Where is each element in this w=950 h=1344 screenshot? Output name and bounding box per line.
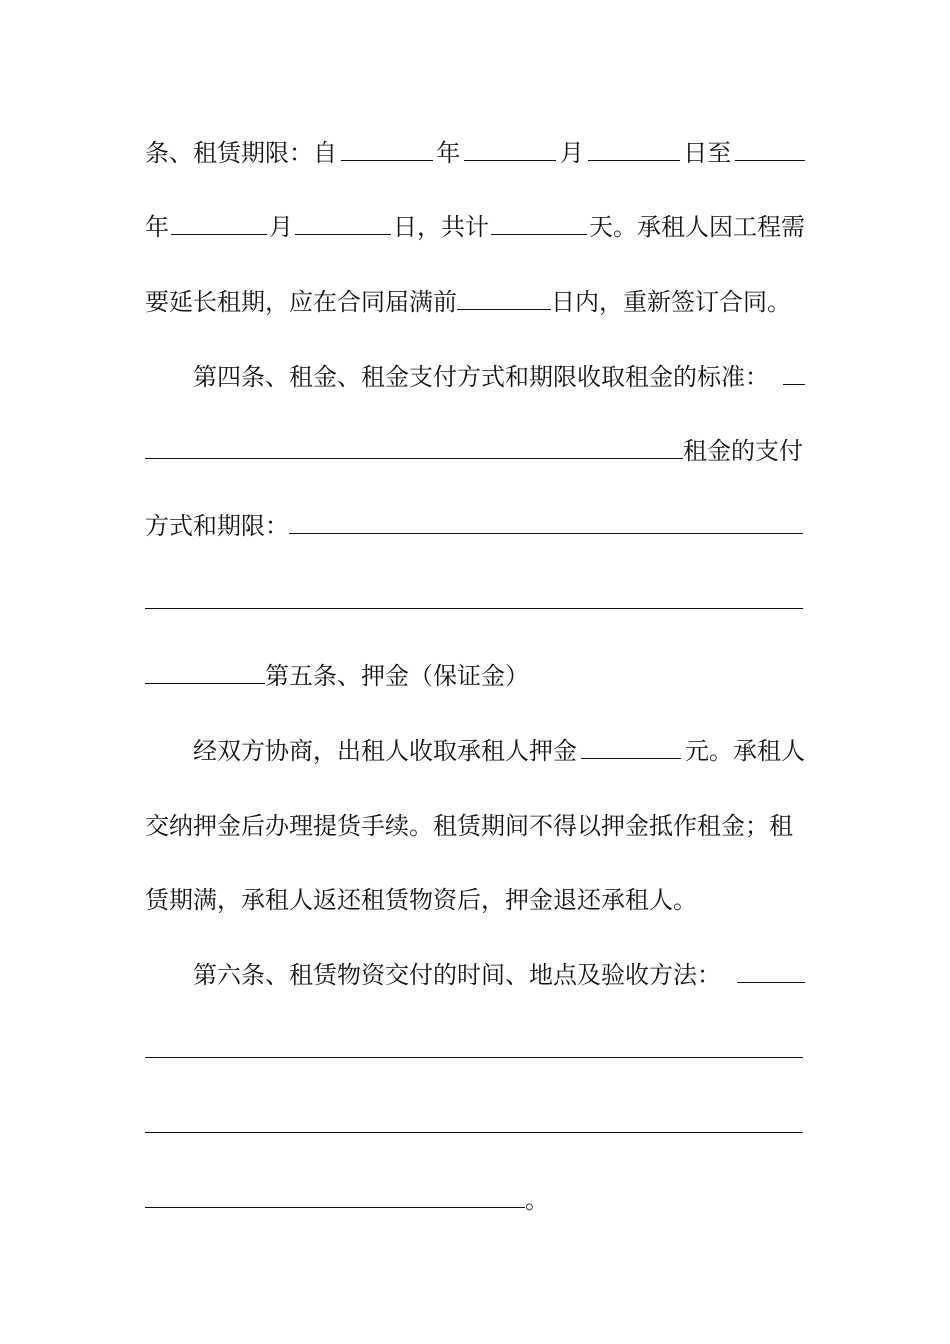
text-line [145,138,805,168]
text-segment: 第四条、租金、租金支付方式和期限收取租金的标准： [193,363,769,391]
text-segment: 月 [269,213,293,241]
text-segment: 条、租赁期限：自 [145,139,337,167]
fill-blank[interactable] [145,1185,525,1208]
text-segment: 月 [559,139,584,167]
text-segment: 日内，重新签订合同。 [551,288,791,316]
fill-blank[interactable] [457,287,551,310]
text-line [145,885,805,915]
text-segment: 。 [525,1186,549,1214]
fill-blank[interactable] [145,586,803,609]
fill-blank[interactable] [737,960,805,983]
text-line [145,287,805,317]
fill-blank[interactable] [581,736,681,759]
text-line [145,212,805,242]
text-segment: 年 [145,213,169,241]
text-segment: 天。承租人因工程需 [589,213,805,241]
section-heading: 第五条、押金（保证金） [265,662,529,690]
text-line [145,1185,805,1215]
fill-blank[interactable] [289,511,803,534]
text-line [145,1035,805,1065]
text-line [145,511,805,541]
fill-blank[interactable] [295,212,391,235]
fill-blank[interactable] [464,138,556,161]
text-segment: 方式和期限： [145,512,289,540]
text-segment: 要延长租期，应在合同届满前 [145,288,457,316]
text-line [193,362,805,392]
fill-blank[interactable] [341,138,433,161]
text-line [145,661,805,691]
text-segment: 元。承租人 [685,737,805,765]
text-segment: 第六条、租赁物资交付的时间、地点及验收方法： [193,961,721,989]
fill-blank[interactable] [735,138,805,161]
text-segment: 租金的支付 [683,437,803,465]
text-segment: 交纳押金后办理提货手续。租赁期间不得以押金抵作租金；租 [145,812,793,840]
fill-blank[interactable] [588,138,680,161]
text-line [193,960,805,990]
text-segment: 赁期满，承租人返还租赁物资后，押金退还承租人。 [145,886,697,914]
fill-blank[interactable] [145,1035,803,1058]
text-line [145,436,805,466]
text-line [145,1110,805,1140]
text-segment: 日，共计 [393,213,489,241]
text-segment: 经双方协商，出租人收取承租人押金 [193,737,577,765]
fill-blank[interactable] [783,362,805,385]
text-segment: 日至 [683,139,732,167]
text-segment: 年 [436,139,461,167]
fill-blank[interactable] [491,212,587,235]
fill-blank[interactable] [145,436,683,459]
fill-blank[interactable] [171,212,267,235]
text-line [193,736,805,766]
text-line [145,811,805,841]
text-line [145,586,805,616]
fill-blank[interactable] [145,1110,803,1133]
fill-blank[interactable] [145,661,265,684]
